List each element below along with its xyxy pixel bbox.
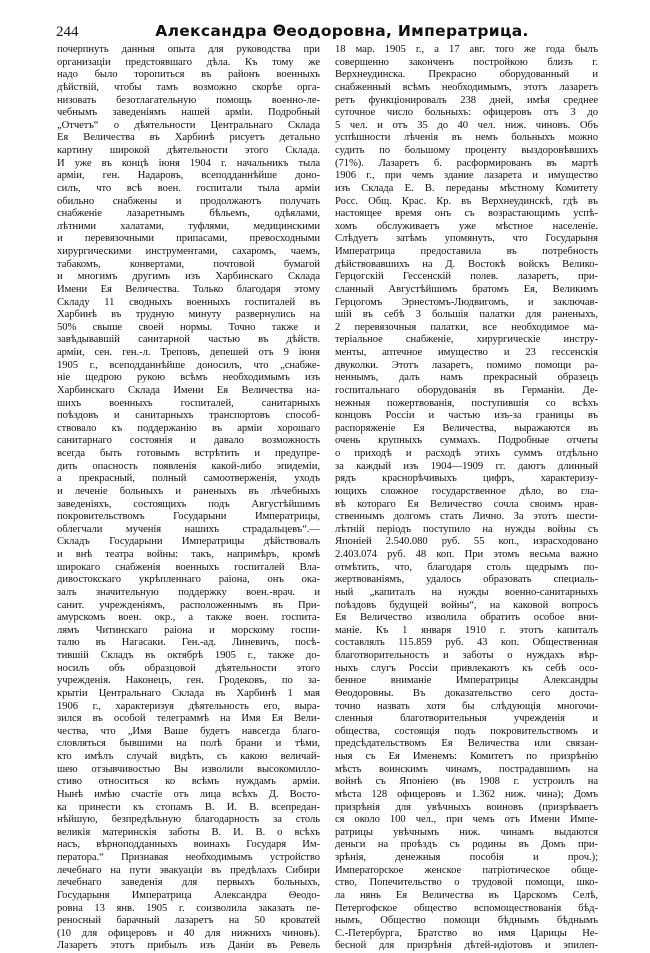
page-number: 244 <box>56 24 79 40</box>
text-line: словляться бывшими на полѣ брани и тѣми, <box>57 738 320 750</box>
text-line: предсѣдательствомъ Ея Величества или связан- <box>335 738 598 750</box>
text-line: кто имѣлъ случай видѣть, съ какою величай- <box>57 751 320 762</box>
text-line: „Отчетъ“ о дѣятельности Центральнаго Склада <box>57 119 320 131</box>
text-line: менты, аптечное имущество и 23 гессенскія <box>335 347 598 358</box>
text-line: арміи, сен. ген.-л. Треповъ, депешей отъ 9 іюня <box>57 347 320 358</box>
text-line: ретъ функціонировалъ 238 дней, имѣя среднее <box>335 94 598 106</box>
text-line: поѣздовъ будущей войны“, на каковой вопросъ <box>335 599 598 611</box>
text-line: крытіи Центральнаго Склада въ Харбинѣ 1 мая <box>57 687 320 699</box>
text-line: бенное вниманіе Императрицы Александры <box>335 675 598 687</box>
text-line: дѣйствій, чтобы тамъ возможно скорѣе орга- <box>57 81 320 93</box>
text-line: бесной для призрѣнія дѣтей-идіотовъ и эпилеп- <box>335 940 598 952</box>
text-line: 1906 г., характеризуя дѣятельность его, выра- <box>57 700 320 712</box>
text-line: всегда быть готовымъ встрѣтить и предупре- <box>57 448 320 459</box>
text-line: И уже въ концѣ іюня 1904 г. начальникъ тыла <box>57 157 320 169</box>
text-line: и многимъ другимъ изъ Харбинскаго Склада <box>57 271 320 283</box>
text-line: Петергофское общество вспомоществованія бѣд- <box>335 902 598 914</box>
text-line: лечебнаго на пути эвакуаціи въ предѣлахъ Сибири <box>57 864 320 876</box>
text-line: ператора.“ Признавая необходимымъ устройство <box>57 852 320 863</box>
text-line: стиво относиться ко всѣмъ нуждамъ арміи. <box>57 776 320 788</box>
text-line: судить по большому проценту выздоровѣвшихъ <box>335 145 598 156</box>
text-line: лѣтній періодъ поступило на нужды войны съ <box>335 523 598 535</box>
text-line: 50% свыше своей нормы. Точно также и <box>57 321 320 333</box>
text-line: великія материнскія заботы В. И. В. о всѣхъ <box>57 826 320 838</box>
text-line: зился въ особой телеграммѣ на Имя Ея Вели- <box>57 713 320 725</box>
text-line: 2.403.074 руб. 48 коп. При этомъ весьма важно <box>335 549 598 560</box>
text-line: суточное число больныхъ: офицеровъ отъ 3 до <box>335 107 598 119</box>
text-line: чества, что „Имя Ваше будетъ навсегда благо- <box>57 725 320 737</box>
text-line: ніе щедрою рукою всѣмъ необходимымъ изъ <box>57 372 320 384</box>
text-line: картину широкой дѣятельности этого Склада. <box>57 145 320 156</box>
text-line: С.-Петербурга, Братство во имя Царицы Не- <box>335 927 598 939</box>
text-line: дивостокскаго укрѣпленнаго раіона, онъ ока- <box>57 574 320 586</box>
text-line: нѣйшую, безпредѣльную благодарность за столь <box>57 814 320 826</box>
text-line: нежныя пожертвованія, поступившія со всѣхъ <box>335 397 598 409</box>
text-line: 1906 г., при чемъ здание лазарета и имущество <box>335 170 598 182</box>
text-line: 5 чел. и отъ 35 до 40 чел. ниж. чиновъ. Объ <box>335 119 598 131</box>
text-line: ный „капиталъ на нужды военно-санитарныхъ <box>335 586 598 598</box>
text-line: войнѣ съ Японіею (въ 1908 г. устроилъ на <box>335 776 598 788</box>
text-line: Нынѣ имѣю счастіе отъ лица всѣхъ Д. Восто- <box>57 788 320 800</box>
text-line: залъ значительную поддержку воен.-врач. и <box>57 586 320 598</box>
text-line: хирургическими инструментами, сахаромъ, чаемъ, <box>57 246 320 257</box>
text-line: ствовало къ поддержанію въ арміи хорошаго <box>57 422 320 434</box>
text-line: снабженный всѣмъ необходимымъ, этотъ лазаретъ <box>335 81 598 93</box>
text-line: насъ, вѣрноподданныхъ воинахъ Государя Им- <box>57 839 320 851</box>
text-line: надо было торопиться въ районъ военныхъ <box>57 69 320 81</box>
text-line: о приходѣ и расходѣ этихъ суммъ отдѣльно <box>335 448 598 459</box>
text-line: снабженіе лазаретнымъ бѣльемъ, одѣялами, <box>57 208 320 220</box>
text-line: ющихъ сложное государственное дѣло, во гла- <box>335 485 598 497</box>
text-line: реносный барачный лазаретъ на 50 кроватей <box>57 915 320 927</box>
text-line: зрѣнія, денежныя пособія и проч.); <box>335 852 598 863</box>
text-line: Верхнеудинска. Прекрасно оборудованный и <box>335 69 598 81</box>
text-line: Императорское женское патріотическое обще- <box>335 864 598 876</box>
text-line: совершенно законченъ постройкою близъ г. <box>335 56 598 68</box>
text-line: Герцогскій Гессенскій полев. лазаретъ, при- <box>335 271 598 283</box>
text-line: 18 мар. 1905 г., а 17 авг. того же года былъ <box>335 44 598 55</box>
text-line: за каждый изъ 1904—1909 гг. даютъ длинный <box>335 460 598 472</box>
text-line: лямъ Читинскаго раіона и морскому госпи- <box>57 624 320 636</box>
text-line: госпитальнаго оборудованія въ Германіи. Де- <box>335 384 598 396</box>
text-line: организаціи предстоявшаго дѣла. Къ тому же <box>57 56 320 68</box>
text-column-left <box>57 44 320 953</box>
text-line: Θеодоровны. Въ доказательство сего доста- <box>335 687 598 699</box>
text-line: обильно снабжены и продолжаютъ получать <box>57 195 320 207</box>
text-line: завѣдывавшій санитарной частью въ дѣйств. <box>57 334 320 346</box>
text-line: шій въ себѣ 3 большія палатки для раненыхъ, <box>335 309 598 321</box>
text-line: призрѣнія для увѣчныхъ воиновъ (призрѣваетъ <box>335 801 598 813</box>
text-line: хомъ обслуживаетъ уже мѣстное населеніе. <box>335 220 598 232</box>
text-column-right <box>335 44 598 953</box>
text-line: вѣ котораго Ея Величество сочла своимъ нрав- <box>335 498 598 510</box>
text-line: лечебнаго заведенія для первыхъ больныхъ, <box>57 877 320 889</box>
text-line: Герцогомъ Эрнестомъ-Людвигомъ, и заключав- <box>335 296 598 308</box>
text-line: облегчали мученія нашихъ страдальцевъ“.— <box>57 523 320 535</box>
text-line: широкаго снабженія военныхъ госпиталей Вла- <box>57 561 320 573</box>
text-line: дить опасность появленія какой-либо эпидеміи, <box>57 460 320 472</box>
text-line: Японіей 2.540.080 руб. 55 коп., израсходовано <box>335 536 598 548</box>
text-line: составлялъ 115.859 руб. 43 коп. Общественная <box>335 637 598 649</box>
text-line: точно назвать хотя бы слѣдующія многочи- <box>335 700 598 712</box>
text-line: Слѣдуетъ затѣмъ упомянуть, что Государыня <box>335 233 598 245</box>
text-line: силъ, что всѣ воен. госпитали тыла арміи <box>57 182 320 194</box>
text-line: ныя съ Ея Именемъ: Комитетъ по призрѣнію <box>335 751 598 762</box>
text-line: ратрицы увѣчнымъ ниж. чинамъ выдаются <box>335 826 598 838</box>
text-line: Ея Величества въ Харбинѣ рисуетъ детально <box>57 132 320 144</box>
text-line: амурскомъ воен. окр., а также воен. госпита- <box>57 612 320 624</box>
text-line: ся около 100 чел., при чемъ отъ Имени Импе- <box>335 814 598 826</box>
text-line: заведеніяхъ, состоящихъ подъ Августѣйшимъ <box>57 498 320 510</box>
text-line: сленныя благотворительныя учрежденія и <box>335 713 598 725</box>
text-line: настоящее время онъ съ возрастающимъ успѣ- <box>335 208 598 220</box>
text-line: ныхъ слугъ Россіи привлекаютъ къ себѣ осо- <box>335 662 598 674</box>
running-title: Александра Θеодоровна, Императрица. <box>155 22 529 40</box>
text-line: (71%). Лазаретъ б. расформированъ въ мартѣ <box>335 157 598 169</box>
text-line: Харбинѣ въ трудную минуту развернулись на <box>57 309 320 321</box>
text-line: санитарнаго состоянія и давало возможность <box>57 435 320 447</box>
text-line: лѣтними халатами, туфлями, медицинскими <box>57 220 320 232</box>
text-line: санит. учрежденіямъ, расположеннымъ въ При- <box>57 599 320 611</box>
text-line: Императрица предоставила въ потребность <box>335 246 598 257</box>
text-line: очень крупныхъ суммахъ. Подробные отчеты <box>335 435 598 447</box>
text-line: и перевязочными припасами, превосходными <box>57 233 320 245</box>
text-line: ка принести къ стопамъ В. И. В. всепредан- <box>57 801 320 813</box>
text-line: жертвованіямъ, удалось образовать специаль- <box>335 574 598 586</box>
text-line: низовать безотлагательную помощь военно-ле- <box>57 94 320 106</box>
text-line: двуколки. Этотъ лазаретъ, помимо помощи ра- <box>335 359 598 371</box>
text-line: 1905 г., всеподданнѣйше доносилъ, что „снабже- <box>57 359 320 371</box>
text-line: Лазаретъ этотъ прибылъ изъ Даніи въ Ревель <box>57 940 320 952</box>
text-line: нымъ, Общество помощи бѣднымъ бѣднымъ <box>335 915 598 927</box>
text-line: теріальное снабженіе, хирургическіе инстру- <box>335 334 598 346</box>
text-line: носилъ объ образцовой дѣятельности этого <box>57 662 320 674</box>
text-line: Имени Ея Величества. Только благодаря этому <box>57 283 320 295</box>
text-line: неннымъ, далъ намъ прекрасный образецъ <box>335 372 598 384</box>
text-line: распоряженіе Ея Величества, выражаются въ <box>335 422 598 434</box>
text-line: ство, Попечительство о трудовой помощи, шко- <box>335 877 598 889</box>
text-line: учрежденія. Наконецъ, ген. Гродековъ, по за- <box>57 675 320 687</box>
page-header <box>44 24 610 44</box>
text-line: отмѣтить, что, благодаря столь щедрымъ по- <box>335 561 598 573</box>
text-line: Росс. Общ. Крас. Кр. въ Верхнеудинскѣ, гдѣ въ <box>335 195 598 207</box>
text-line: 2 перевязочныя палатки, все необходимое ма- <box>335 321 598 333</box>
text-line: мѣста 128 офицеровъ и 1.362 ниж. чина); Домъ <box>335 788 598 800</box>
text-line: деньги на проѣздъ съ родины въ Домъ при- <box>335 839 598 851</box>
text-line: общества, состоящія подъ покровительствомъ и <box>335 725 598 737</box>
text-line: шею отзывчивостью Вы изволили высокомилло- <box>57 763 320 775</box>
text-line: благотворительность и заботы о нуждахъ вѣр- <box>335 650 598 661</box>
text-line: рядъ краснорѣчивыхъ цифръ, характеризу- <box>335 473 598 485</box>
text-line: дѣйствовавшихъ на Д. Востокѣ войскъ Велико- <box>335 258 598 270</box>
text-line: Складу 11 сводныхъ военныхъ госпиталей въ <box>57 296 320 308</box>
text-line: поѣздовъ и санитарныхъ транспортовъ способ- <box>57 410 320 422</box>
text-line: табакомъ, конвертами, почтовой бумагой <box>57 258 320 270</box>
text-line: Харбинскаго Склада Имени Ея Величества на- <box>57 384 320 396</box>
text-line: изъ Склада Е. В. переданы мѣстному Комитету <box>335 182 598 194</box>
text-line: шихъ военныхъ госпиталей, санитарныхъ <box>57 397 320 409</box>
text-line: чебнымъ заведеніямъ нашей арміи. Подробный <box>57 107 320 119</box>
text-line: талю въ Нагасаки. Ген.-ад. Линевичъ, посѣ- <box>57 637 320 649</box>
text-line: сланный Августѣйшимъ братомъ Ея, Великимъ <box>335 283 598 295</box>
text-line: маніе. Къ 1 января 1910 г. этотъ капиталъ <box>335 624 598 636</box>
text-line: Складъ Государыни Императрицы дѣйствовалъ <box>57 536 320 548</box>
text-line: ровна 13 янв. 1905 г. соизволила заказать пе- <box>57 902 320 914</box>
text-line: ла нянь Ея Величества въ Царскомъ Селѣ, <box>335 889 598 901</box>
text-line: почерпнуть данныя опыта для руководства при <box>57 44 320 55</box>
text-line: мѣсть воинскимъ чинамъ, пострадавшимъ на <box>335 763 598 775</box>
text-line: и внѣ театра войны: такъ, напримѣръ, кромѣ <box>57 549 320 560</box>
text-line: Ея Величество изволила обратить особое вни- <box>335 612 598 624</box>
text-line: арміи, ген. Надаровъ, всеподданнѣйше доно- <box>57 170 320 182</box>
text-line: концовъ Россіи и частью изъ-за границы въ <box>335 410 598 422</box>
text-line: (10 для офицеровъ и 40 для нижнихъ чиновъ). <box>57 927 320 939</box>
text-line: ственнымъ долгомъ стать Лично. За этотъ шести- <box>335 511 598 523</box>
text-line: и леченіе больныхъ и раненыхъ въ лѣчебныхъ <box>57 485 320 497</box>
text-line: Государыня Императрица Александра Θеодо- <box>57 889 320 901</box>
text-line: а прекрасный, полный самоотверженія, уходъ <box>57 473 320 485</box>
text-line: тившій Складъ въ октябрѣ 1905 г., также до- <box>57 650 320 661</box>
text-line: успѣшности лѣченія въ немъ больныхъ можно <box>335 132 598 144</box>
text-line: покровительствомъ Государыни Императрицы, <box>57 511 320 523</box>
